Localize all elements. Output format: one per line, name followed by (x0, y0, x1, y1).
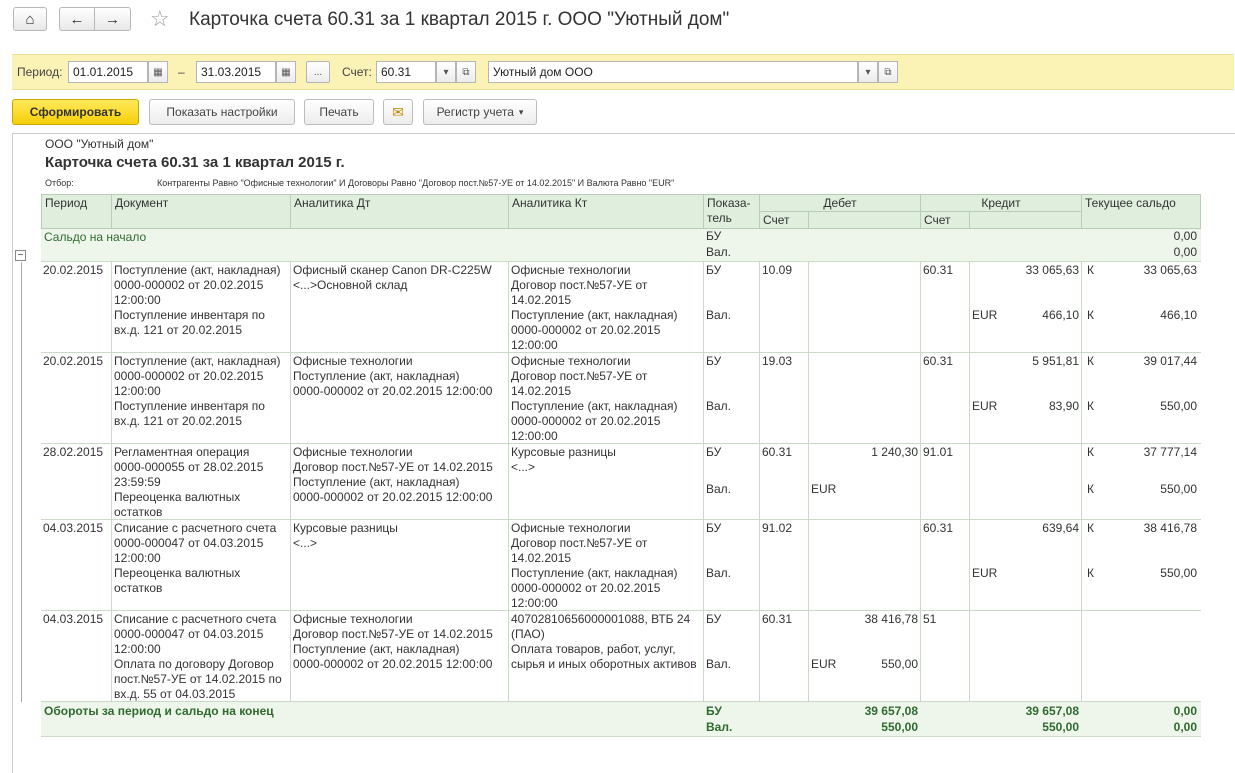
row-debit-account: 60.31 (762, 612, 793, 626)
chevron-down-icon: ▾ (518, 106, 524, 117)
row-credit-currency: EUR (972, 308, 998, 322)
account-label: Счет: (342, 65, 372, 79)
row-debit-sum: 38 416,78 (864, 612, 918, 626)
star-icon[interactable]: ☆ (150, 6, 170, 31)
report-title: Карточка счета 60.31 за 1 квартал 2015 г. (45, 154, 345, 171)
column-divider (508, 611, 509, 702)
column-divider (808, 611, 809, 702)
row-balance-2: 466,10 (1160, 308, 1197, 322)
column-divider (920, 611, 921, 702)
header-document: Документ (111, 194, 291, 229)
row-debit-sum: 1 240,30 (871, 445, 918, 459)
opening-value2: 0,00 (1173, 245, 1197, 259)
row-indicator-1: БУ (706, 354, 722, 368)
column-divider (808, 262, 809, 353)
forward-button[interactable] (95, 7, 131, 31)
header-credit-sum (969, 211, 1082, 229)
row-credit-account: 51 (923, 612, 937, 626)
column-divider (703, 520, 704, 611)
column-divider (508, 444, 509, 520)
column-divider (759, 444, 760, 520)
print-button[interactable]: Печать (304, 99, 374, 125)
row-period: 04.03.2015 (43, 521, 104, 535)
header-credit-account: Счет (920, 211, 970, 229)
row-balance-dir-2: К (1087, 308, 1094, 322)
row-balance-1: 38 416,78 (1143, 521, 1197, 535)
row-indicator-2: Вал. (706, 657, 732, 671)
row-balance-dir-2: К (1087, 566, 1094, 580)
column-divider (290, 611, 291, 702)
header-debit-sum (808, 211, 921, 229)
table-row (41, 520, 1201, 611)
row-indicator-1: БУ (706, 521, 722, 535)
column-divider (1081, 262, 1082, 353)
row-debit-currency-sum: 550,00 (881, 657, 918, 671)
column-divider (920, 444, 921, 520)
table-row (41, 611, 1201, 702)
row-analytics-dt: Офисные технологии Поступление (акт, накладная) 0000-000002 от 20.02.2015 12:00:00 (293, 354, 493, 398)
row-credit-sum: 5 951,81 (1032, 354, 1079, 368)
row-analytics-dt: Офисные технологии Договор пост.№57-УЕ от 14.02.2015 Поступление (акт, накладная) 0000-000002 от 20.02.2015 12:00:00 (293, 445, 493, 504)
column-divider (969, 444, 970, 520)
column-divider (111, 611, 112, 702)
header-analytics-dt: Аналитика Дт (290, 194, 509, 229)
column-divider (759, 262, 760, 353)
row-balance-2: 550,00 (1160, 399, 1197, 413)
row-balance-dir-2: К (1087, 399, 1094, 413)
column-divider (290, 262, 291, 353)
collapse-icon[interactable]: − (15, 250, 26, 261)
row-debit-account: 60.31 (762, 445, 793, 459)
column-divider (111, 444, 112, 520)
header-indicator (703, 194, 760, 229)
home-button[interactable] (13, 7, 47, 31)
column-divider (508, 520, 509, 611)
column-divider (508, 262, 509, 353)
row-period: 04.03.2015 (43, 612, 104, 626)
organization-field[interactable]: Уютный дом ООО (488, 61, 858, 83)
generate-button[interactable]: Сформировать (12, 99, 139, 125)
period-select-button[interactable]: ... (306, 61, 330, 83)
column-divider (920, 353, 921, 444)
totals-ind1: БУ (706, 704, 722, 718)
row-analytics-kt: Офисные технологии Договор пост.№57-УЕ от 14.02.2015 Поступление (акт, накладная) 0000-000002 от 20.02.2015 12:00:00 (511, 354, 678, 443)
row-balance-2: 550,00 (1160, 566, 1197, 580)
page-title: Карточка счета 60.31 за 1 квартал 2015 г. ООО "Уютный дом" (189, 9, 730, 30)
header-indicator-line1: Показа- (707, 196, 751, 210)
register-label: Регистр учета (436, 105, 514, 119)
column-divider (290, 520, 291, 611)
column-divider (969, 520, 970, 611)
column-divider (290, 444, 291, 520)
row-balance-dir-1: К (1087, 263, 1094, 277)
report-filter-label: Отбор: (45, 178, 74, 188)
register-button[interactable] (423, 99, 537, 125)
column-divider (969, 611, 970, 702)
column-divider (808, 444, 809, 520)
totals-label: Обороты за период и сальдо на конец (44, 704, 274, 718)
column-divider (508, 353, 509, 444)
row-period: 20.02.2015 (43, 263, 104, 277)
totals-credit-2: 550,00 (1042, 720, 1079, 734)
column-divider (111, 262, 112, 353)
opening-value1: 0,00 (1173, 229, 1197, 243)
arrow-left-icon: ← (69, 10, 85, 28)
row-balance-dir-1: К (1087, 445, 1094, 459)
column-divider (703, 444, 704, 520)
header-debit-account: Счет (759, 211, 809, 229)
table-row (41, 444, 1201, 520)
column-divider (759, 520, 760, 611)
envelope-icon: ✉ (392, 103, 404, 120)
column-divider (759, 353, 760, 444)
table-row (41, 353, 1201, 444)
column-divider (111, 520, 112, 611)
row-indicator-2: Вал. (706, 482, 732, 496)
row-document: Регламентная операция 0000-000055 от 28.02.2015 23:59:59 Переоценка валютных остатков (114, 445, 264, 519)
date-from-field[interactable]: 01.01.2015 (68, 61, 148, 83)
row-document: Списание с расчетного счета 0000-000047 от 04.03.2015 12:00:00 Оплата по договору Договор пост.№57-УЕ от 14.02.2015 по вх.д. 55 от 04.03.2015 (114, 612, 282, 701)
report-org: ООО "Уютный дом" (45, 137, 154, 151)
row-analytics-kt: Офисные технологии Договор пост.№57-УЕ от 14.02.2015 Поступление (акт, накладная) 0000-000002 от 20.02.2015 12:00:00 (511, 521, 678, 610)
header-indicator-line2: тель (707, 211, 732, 225)
date-to-field[interactable]: 31.03.2015 (196, 61, 276, 83)
row-balance-dir-2: К (1087, 482, 1094, 496)
row-indicator-1: БУ (706, 263, 722, 277)
header-debit: Дебет (759, 194, 921, 212)
column-divider (1081, 520, 1082, 611)
row-analytics-kt: Офисные технологии Договор пост.№57-УЕ от 14.02.2015 Поступление (акт, накладная) 0000-000002 от 20.02.2015 12:00:00 (511, 263, 678, 352)
row-period: 20.02.2015 (43, 354, 104, 368)
totals-debit-1: 39 657,08 (864, 704, 918, 718)
row-indicator-2: Вал. (706, 566, 732, 580)
column-divider (808, 520, 809, 611)
header-analytics-kt: Аналитика Кт (508, 194, 704, 229)
column-divider (969, 353, 970, 444)
row-balance-1: 33 065,63 (1143, 263, 1197, 277)
row-indicator-1: БУ (706, 445, 722, 459)
email-button[interactable] (383, 99, 413, 125)
column-divider (290, 353, 291, 444)
row-credit-currency-sum: 466,10 (1042, 308, 1079, 322)
calendar-icon[interactable]: ▦ (148, 61, 168, 83)
column-divider (703, 611, 704, 702)
row-debit-account: 91.02 (762, 521, 793, 535)
period-dash: – (178, 65, 185, 79)
report-filter-text: Контрагенты Равно "Офисные технологии" И Договоры Равно "Договор пост.№57-УЕ от 14.02.2015" И Валюта Равно "EUR" (157, 178, 675, 188)
column-divider (703, 353, 704, 444)
row-debit-currency: EUR (811, 482, 837, 496)
row-credit-currency-sum: 83,90 (1048, 399, 1079, 413)
row-indicator-2: Вал. (706, 308, 732, 322)
opening-balance-row (41, 229, 1201, 262)
chevron-down-icon[interactable]: ▾ (858, 61, 878, 83)
header-balance: Текущее сальдо (1081, 194, 1201, 229)
header-credit: Кредит (920, 194, 1082, 212)
row-document: Списание с расчетного счета 0000-000047 от 04.03.2015 12:00:00 Переоценка валютных остатков (114, 521, 277, 595)
column-divider (759, 611, 760, 702)
window-header (0, 0, 1235, 42)
row-analytics-dt: Офисный сканер Canon DR-C225W <...>Основной склад (293, 263, 492, 292)
totals-ind2: Вал. (706, 720, 733, 734)
row-credit-account: 60.31 (923, 263, 954, 277)
home-icon: ⌂ (25, 10, 35, 28)
row-balance-2: 550,00 (1160, 482, 1197, 496)
row-balance-dir-1: К (1087, 354, 1094, 368)
row-period: 28.02.2015 (43, 445, 104, 459)
open-icon[interactable]: ⧉ (878, 61, 898, 83)
header-period: Период (41, 194, 112, 229)
column-divider (969, 262, 970, 353)
totals-balance-1: 0,00 (1173, 704, 1197, 718)
table-row (41, 262, 1201, 353)
row-analytics-kt: Курсовые разницы <...> (511, 445, 616, 474)
show-settings-button[interactable]: Показать настройки (149, 99, 295, 125)
chevron-down-icon[interactable]: ▾ (436, 61, 456, 83)
column-divider (808, 353, 809, 444)
row-analytics-dt: Курсовые разницы <...> (293, 521, 398, 550)
opening-ind1: БУ (706, 229, 722, 243)
row-balance-dir-1: К (1087, 521, 1094, 535)
column-divider (920, 520, 921, 611)
row-credit-account: 60.31 (923, 521, 954, 535)
row-balance-1: 39 017,44 (1143, 354, 1197, 368)
row-document: Поступление (акт, накладная) 0000-000002 от 20.02.2015 12:00:00 Поступление инвентаря по вх.д. 121 от 20.02.2015 (114, 354, 281, 428)
calendar-icon[interactable]: ▦ (276, 61, 296, 83)
row-credit-sum: 639,64 (1042, 521, 1079, 535)
row-analytics-kt: 40702810656000001088, ВТБ 24 (ПАО) Оплата товаров, работ, услуг, сырья и иных оборотных активов (511, 612, 697, 671)
column-divider (1081, 444, 1082, 520)
totals-debit-2: 550,00 (881, 720, 918, 734)
totals-balance-2: 0,00 (1173, 720, 1197, 734)
opening-ind2: Вал. (706, 245, 732, 259)
opening-label: Сальдо на начало (44, 230, 147, 244)
totals-row (41, 702, 1201, 737)
column-divider (703, 262, 704, 353)
column-divider (1081, 353, 1082, 444)
row-credit-sum: 33 065,63 (1025, 263, 1079, 277)
row-credit-account: 60.31 (923, 354, 954, 368)
row-debit-account: 10.09 (762, 263, 793, 277)
period-label: Период: (17, 65, 63, 79)
column-divider (111, 353, 112, 444)
column-divider (1081, 611, 1082, 702)
row-credit-currency: EUR (972, 399, 998, 413)
outline-line (21, 262, 22, 702)
row-analytics-dt: Офисные технологии Договор пост.№57-УЕ от 14.02.2015 Поступление (акт, накладная) 0000-000002 от 20.02.2015 12:00:00 (293, 612, 493, 671)
row-credit-account: 91.01 (923, 445, 954, 459)
row-document: Поступление (акт, накладная) 0000-000002 от 20.02.2015 12:00:00 Поступление инвентаря по вх.д. 121 от 20.02.2015 (114, 263, 281, 337)
arrow-right-icon: → (105, 10, 120, 28)
column-divider (920, 262, 921, 353)
back-button[interactable] (59, 7, 95, 31)
row-indicator-1: БУ (706, 612, 722, 626)
row-balance-1: 37 777,14 (1143, 445, 1197, 459)
open-icon[interactable]: ⧉ (456, 61, 476, 83)
row-debit-currency: EUR (811, 657, 837, 671)
account-field[interactable]: 60.31 (376, 61, 436, 83)
row-indicator-2: Вал. (706, 399, 732, 413)
totals-credit-1: 39 657,08 (1025, 704, 1079, 718)
row-debit-account: 19.03 (762, 354, 793, 368)
filter-panel (12, 54, 1234, 90)
row-credit-currency: EUR (972, 566, 998, 580)
